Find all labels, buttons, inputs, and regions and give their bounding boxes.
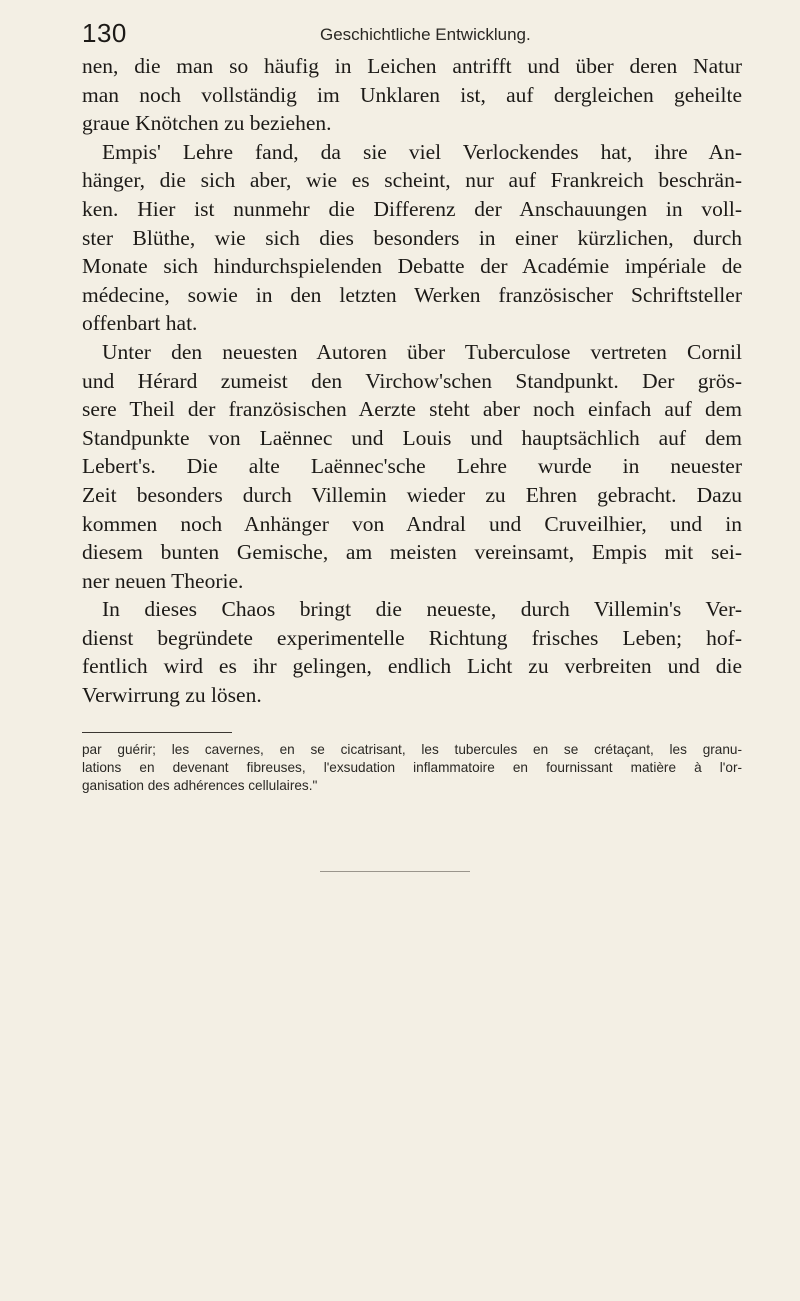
footnote-divider [82,732,232,733]
text-line: Zeit besonders durch Villemin wieder zu Ehren gebracht. Dazu [82,482,742,507]
text-line: hänger, die sich aber, wie es scheint, nur auf Frankreich beschrän- [82,168,742,193]
text-line: offenbart hat. [82,311,198,336]
text-line: nen, die man so häufig in Leichen antrifft und über deren Natur [82,54,742,78]
text-line: sere Theil der französischen Aerzte steht aber noch einfach auf dem [82,397,742,422]
text-line: Verwirrung zu lösen. [82,683,262,708]
text-line: ner neuen Theorie. [82,568,244,593]
text-line: Unter den neuesten Autoren über Tuberculose vertreten Cornil [102,339,742,364]
text-line: und Hérard zumeist den Virchow'schen Standpunkt. Der grös- [82,368,742,393]
text-line: Monate sich hindurchspielenden Debatte der Académie impériale de [82,254,742,279]
footnote [82,741,742,796]
text-line: dienst begründete experimentelle Richtung frisches Leben; hof- [82,625,742,650]
footnote-line: par guérir; les cavernes, en se cicatrisant, les tubercules en se crétaçant, les granu- [82,742,742,757]
text-line: médecine, sowie in den letzten Werken französischer Schriftsteller [82,282,742,307]
text-line: man noch vollständig im Unklaren ist, auf dergleichen geheilte [82,82,742,107]
text-line: ster Blüthe, wie sich dies besonders in einer kürzlichen, durch [82,225,742,250]
text-line: diesem bunten Gemische, am meisten vereinsamt, Empis mit sei- [82,540,742,565]
footnote-line: lations en devenant fibreuses, l'exsudation inflammatoire en fournissant matière à l'or- [82,760,742,776]
bottom-divider [320,871,470,872]
running-title: Geschichtliche Entwicklung. [320,25,531,44]
text-line: Standpunkte von Laënnec und Louis und hauptsächlich auf dem [82,425,742,450]
text-line: graue Knötchen zu beziehen. [82,111,332,136]
text-line: In dieses Chaos bringt die neueste, durch Villemin's Ver- [102,597,742,622]
body-text [82,52,742,710]
text-line: fentlich wird es ihr gelingen, endlich Licht zu verbreiten und die [82,654,742,679]
footnote-line: ganisation des adhérences cellulaires." [82,778,318,794]
running-head [82,18,742,52]
text-line: Empis' Lehre fand, da sie viel Verlockendes hat, ihre An- [102,139,742,164]
text-line: ken. Hier ist nunmehr die Differenz der Anschauungen in voll- [82,196,742,221]
text-line: kommen noch Anhänger von Andral und Cruveilhier, und in [82,511,742,536]
text-line: Lebert's. Die alte Laënnec'sche Lehre wurde in neuester [82,454,742,479]
page-number: 130 [82,18,127,48]
